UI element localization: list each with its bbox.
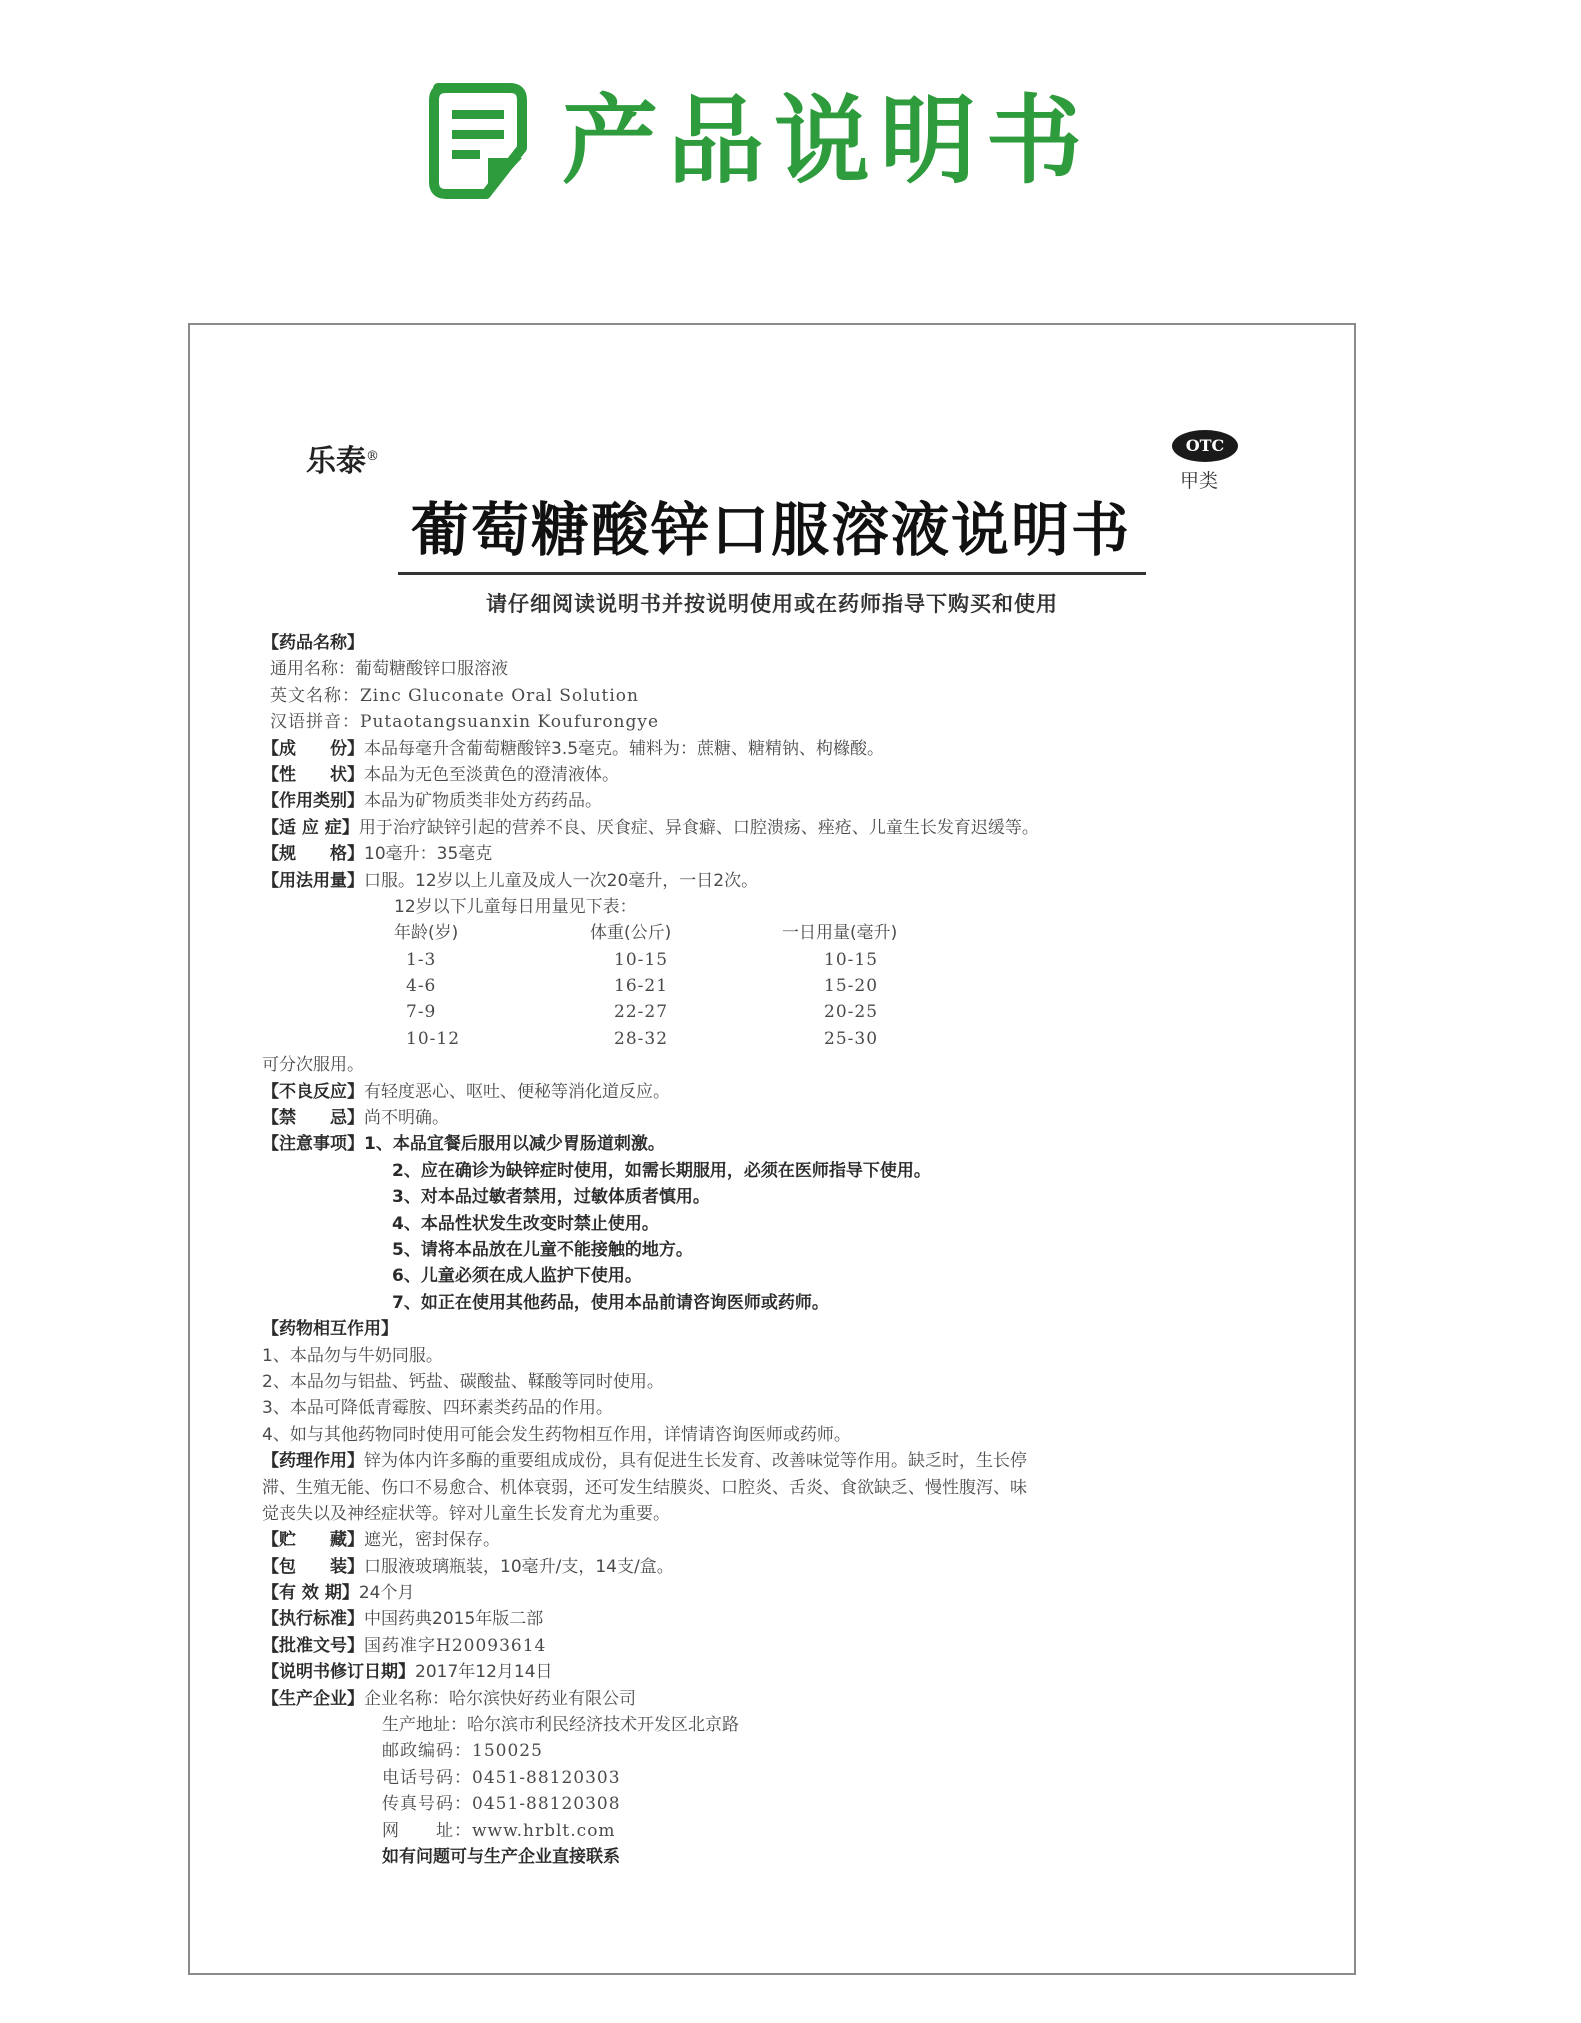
- precaution-item: 【注意事项】1、本品宜餐后服用以减少胃肠道刺激。: [262, 1134, 665, 1155]
- adverse-row: 【不良反应】有轻度恶心、呕吐、便秘等消化道反应。: [262, 1081, 670, 1102]
- precaution-item: 7、如正在使用其他药品，使用本品前请咨询医师或药师。: [392, 1292, 829, 1313]
- brand-logo: 乐泰®: [306, 444, 379, 479]
- approval-row: 【批准文号】国药准字H20093614: [262, 1635, 547, 1656]
- otc-badge: OTC: [1172, 430, 1238, 462]
- interaction-item: 2、本品勿与铝盐、钙盐、碳酸盐、鞣酸等同时使用。: [262, 1371, 664, 1392]
- dosage-table-intro: 12岁以下儿童每日用量见下表：: [394, 896, 637, 917]
- header-banner: [428, 82, 1092, 200]
- precaution-item: 4、本品性状发生改变时禁止使用。: [392, 1213, 659, 1234]
- pharmacology-row: 【药理作用】锌为体内许多酶的重要组成成份，具有促进生长发育、改善味觉等作用。缺乏时，生长停: [262, 1451, 1027, 1472]
- interaction-item: 3、本品可降低青霉胺、四环素类药品的作用。: [262, 1398, 613, 1419]
- contra-row: 【禁 忌】尚不明确。: [262, 1108, 449, 1129]
- drug-name-heading: 【药品名称】: [262, 633, 364, 653]
- table-row: 10-12 28-32 25-30: [406, 1028, 879, 1049]
- interactions-heading: 【药物相互作用】: [262, 1319, 398, 1340]
- table-row: 7-9 22-27 20-25: [406, 1002, 879, 1023]
- usage-row: 【用法用量】口服。12岁以上儿童及成人一次20毫升，一日2次。: [262, 870, 759, 891]
- ingredients-row: 【成 份】本品每毫升含葡萄糖酸锌3.5毫克。辅料为：蔗糖、糖精钠、枸橼酸。: [262, 738, 885, 759]
- manufacturer-fax: 传真号码：0451-88120308: [382, 1794, 621, 1815]
- leaflet-notice: 请仔细阅读说明书并按说明使用或在药师指导下购买和使用: [486, 592, 1058, 616]
- appearance-row: 【性 状】本品为无色至淡黄色的澄清液体。: [262, 764, 619, 785]
- dosage-table: [394, 894, 1302, 1052]
- pinyin-name: 汉语拼音：Putaotangsuanxin Koufurongye: [270, 712, 660, 733]
- indications-row: 【适 应 症】用于治疗缺锌引起的营养不良、厌食症、异食癖、口腔溃疡、痤疮、儿童生长发育迟缓等。: [262, 817, 1039, 838]
- precaution-item: 2、应在确诊为缺锌症时使用，如需长期服用，必须在医师指导下使用。: [392, 1160, 931, 1181]
- standard-row: 【执行标准】中国药典2015年版二部: [262, 1609, 544, 1630]
- interaction-item: 1、本品勿与牛奶同服。: [262, 1345, 443, 1366]
- generic-name: 通用名称：葡萄糖酸锌口服溶液: [270, 659, 508, 680]
- package-row: 【包 装】口服液玻璃瓶装，10毫升/支，14支/盒。: [262, 1556, 674, 1577]
- manufacturer-row: 【生产企业】企业名称：哈尔滨快好药业有限公司: [262, 1688, 636, 1709]
- manufacturer-address: 生产地址：哈尔滨市利民经济技术开发区北京路: [382, 1715, 739, 1736]
- leaflet-title: 葡萄糖酸锌口服溶液说明书: [410, 496, 1131, 564]
- pharmacology-line: 滞、生殖无能、伤口不易愈合、机体衰弱，还可发生结膜炎、口腔炎、舌炎、食欲缺乏、慢性腹泻、味: [262, 1477, 1027, 1498]
- validity-row: 【有 效 期】24个月: [262, 1583, 415, 1604]
- table-row: 4-6 16-21 15-20: [406, 976, 879, 997]
- storage-row: 【贮 藏】遮光，密封保存。: [262, 1530, 500, 1551]
- english-name: 英文名称：Zinc Gluconate Oral Solution: [270, 685, 639, 706]
- dosage-table-header: 年龄(岁) 体重(公斤) 一日用量(毫升): [394, 923, 898, 944]
- page-title: 产品说明书: [562, 85, 1092, 197]
- manufacturer-postcode: 邮政编码：150025: [382, 1741, 543, 1762]
- spec-row: 【规 格】10毫升：35毫克: [262, 844, 493, 865]
- page-header: [0, 0, 1581, 230]
- table-row: 1-3 10-15 10-15: [406, 949, 879, 970]
- manufacturer-phone: 电话号码：0451-88120303: [382, 1767, 621, 1788]
- precaution-item: 6、儿童必须在成人监护下使用。: [392, 1266, 642, 1287]
- interaction-item: 4、如与其他药物同时使用可能会发生药物相互作用，详情请咨询医师或药师。: [262, 1424, 851, 1445]
- category-row: 【作用类别】本品为矿物质类非处方药药品。: [262, 791, 602, 812]
- otc-class-label: 甲类: [1180, 470, 1219, 492]
- document-icon: [428, 82, 532, 200]
- contact-note: 如有问题可与生产企业直接联系: [382, 1846, 620, 1867]
- revision-row: 【说明书修订日期】2017年12月14日: [262, 1662, 553, 1683]
- leaflet-body: [262, 630, 1302, 1870]
- precaution-item: 5、请将本品放在儿童不能接触的地方。: [392, 1239, 693, 1260]
- precaution-item: 3、对本品过敏者禁用，过敏体质者慎用。: [392, 1187, 710, 1208]
- manufacturer-website: 网 址：www.hrblt.com: [382, 1820, 616, 1841]
- divided-doses-note: 可分次服用。: [262, 1055, 364, 1076]
- pharmacology-line: 觉丧失以及神经症状等。锌对儿童生长发育尤为重要。: [262, 1503, 670, 1524]
- title-divider: [398, 572, 1146, 575]
